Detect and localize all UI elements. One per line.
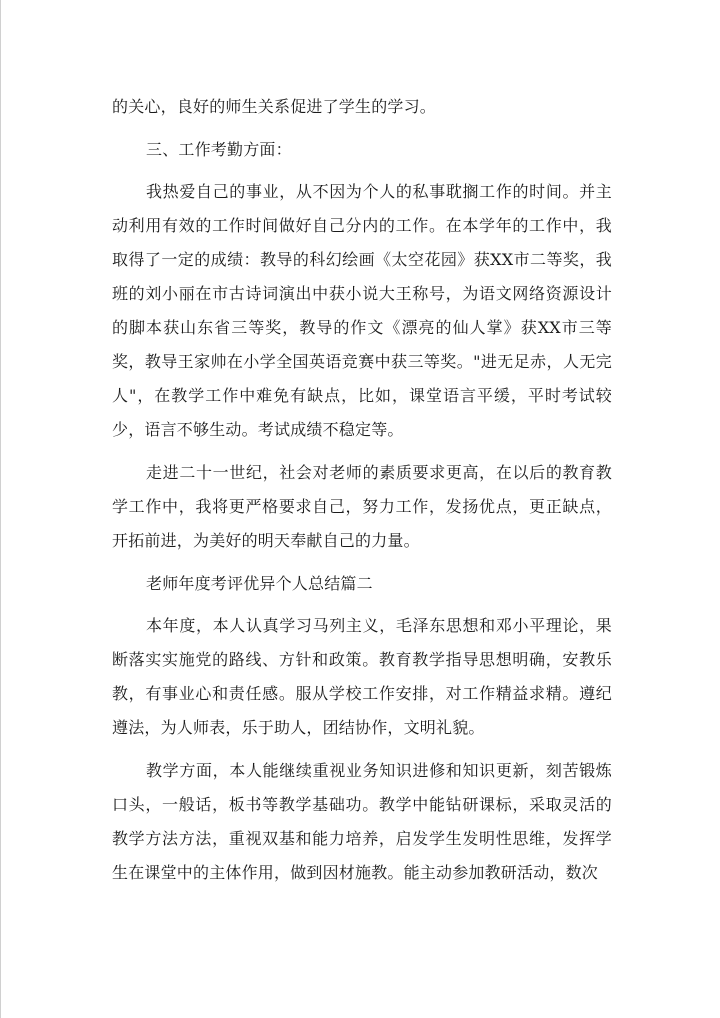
section-heading-attendance: 三、工作考勤方面： xyxy=(146,140,292,159)
paragraph-continuation: 的关心，良好的师生关系促进了学生的学习。 xyxy=(112,97,437,116)
article-title-part-two: 老师年度考评优异个人总结篇二 xyxy=(146,574,373,593)
paragraph-attendance: 我热爱自己的事业，从不因为个人的私事耽搁工作的时间。并主动利用有效的工作时间做好自己分内的工作。在本学年的工作中，我取得了一定的成绩：教导的科幻绘画《太空花园》获XX市二等奖，我班的刘小丽在市古诗词演出中获小说大王称号，为语文网络资源设计的脚本获山东省三等奖，教导的作文《漂亮的仙人掌》获XX市三等奖，教导王家帅在小学全国英语竞赛中获三等奖。"进无足赤，人无完人"，在教学工作中难免有缺点，比如，课堂语言平缓，平时考试较少，语言不够生动。考试成绩不稳定等。 xyxy=(112,182,612,439)
paragraph-political-study: 本年度，本人认真学习马列主义，毛泽东思想和邓小平理论，果断落实实施党的路线、方针和政策。教育教学指导思想明确，安教乐教，有事业心和责任感。服从学校工作安排，对工作精益求精。遵纪遵法，为人师表，乐于助人，团结协作，文明礼貌。 xyxy=(112,616,612,737)
paragraph-future-goals: 走进二十一世纪，社会对老师的素质要求更高，在以后的教育教学工作中，我将更严格要求自己，努力工作，发扬优点，更正缺点，开拓前进，为美好的明天奉献自己的力量。 xyxy=(112,463,612,550)
text-column xyxy=(112,90,612,890)
paragraph-teaching: 教学方面，本人能继续重视业务知识进修和知识更新，刻苦锻炼口头，一般话，板书等教学基础功。教学中能钻研课标，采取灵活的教学方法方法，重视双基和能力培养，启发学生发明性思维，发挥学生在课堂中的主体作用，做到因材施教。能主动参加教研活动，数次 xyxy=(112,761,612,882)
